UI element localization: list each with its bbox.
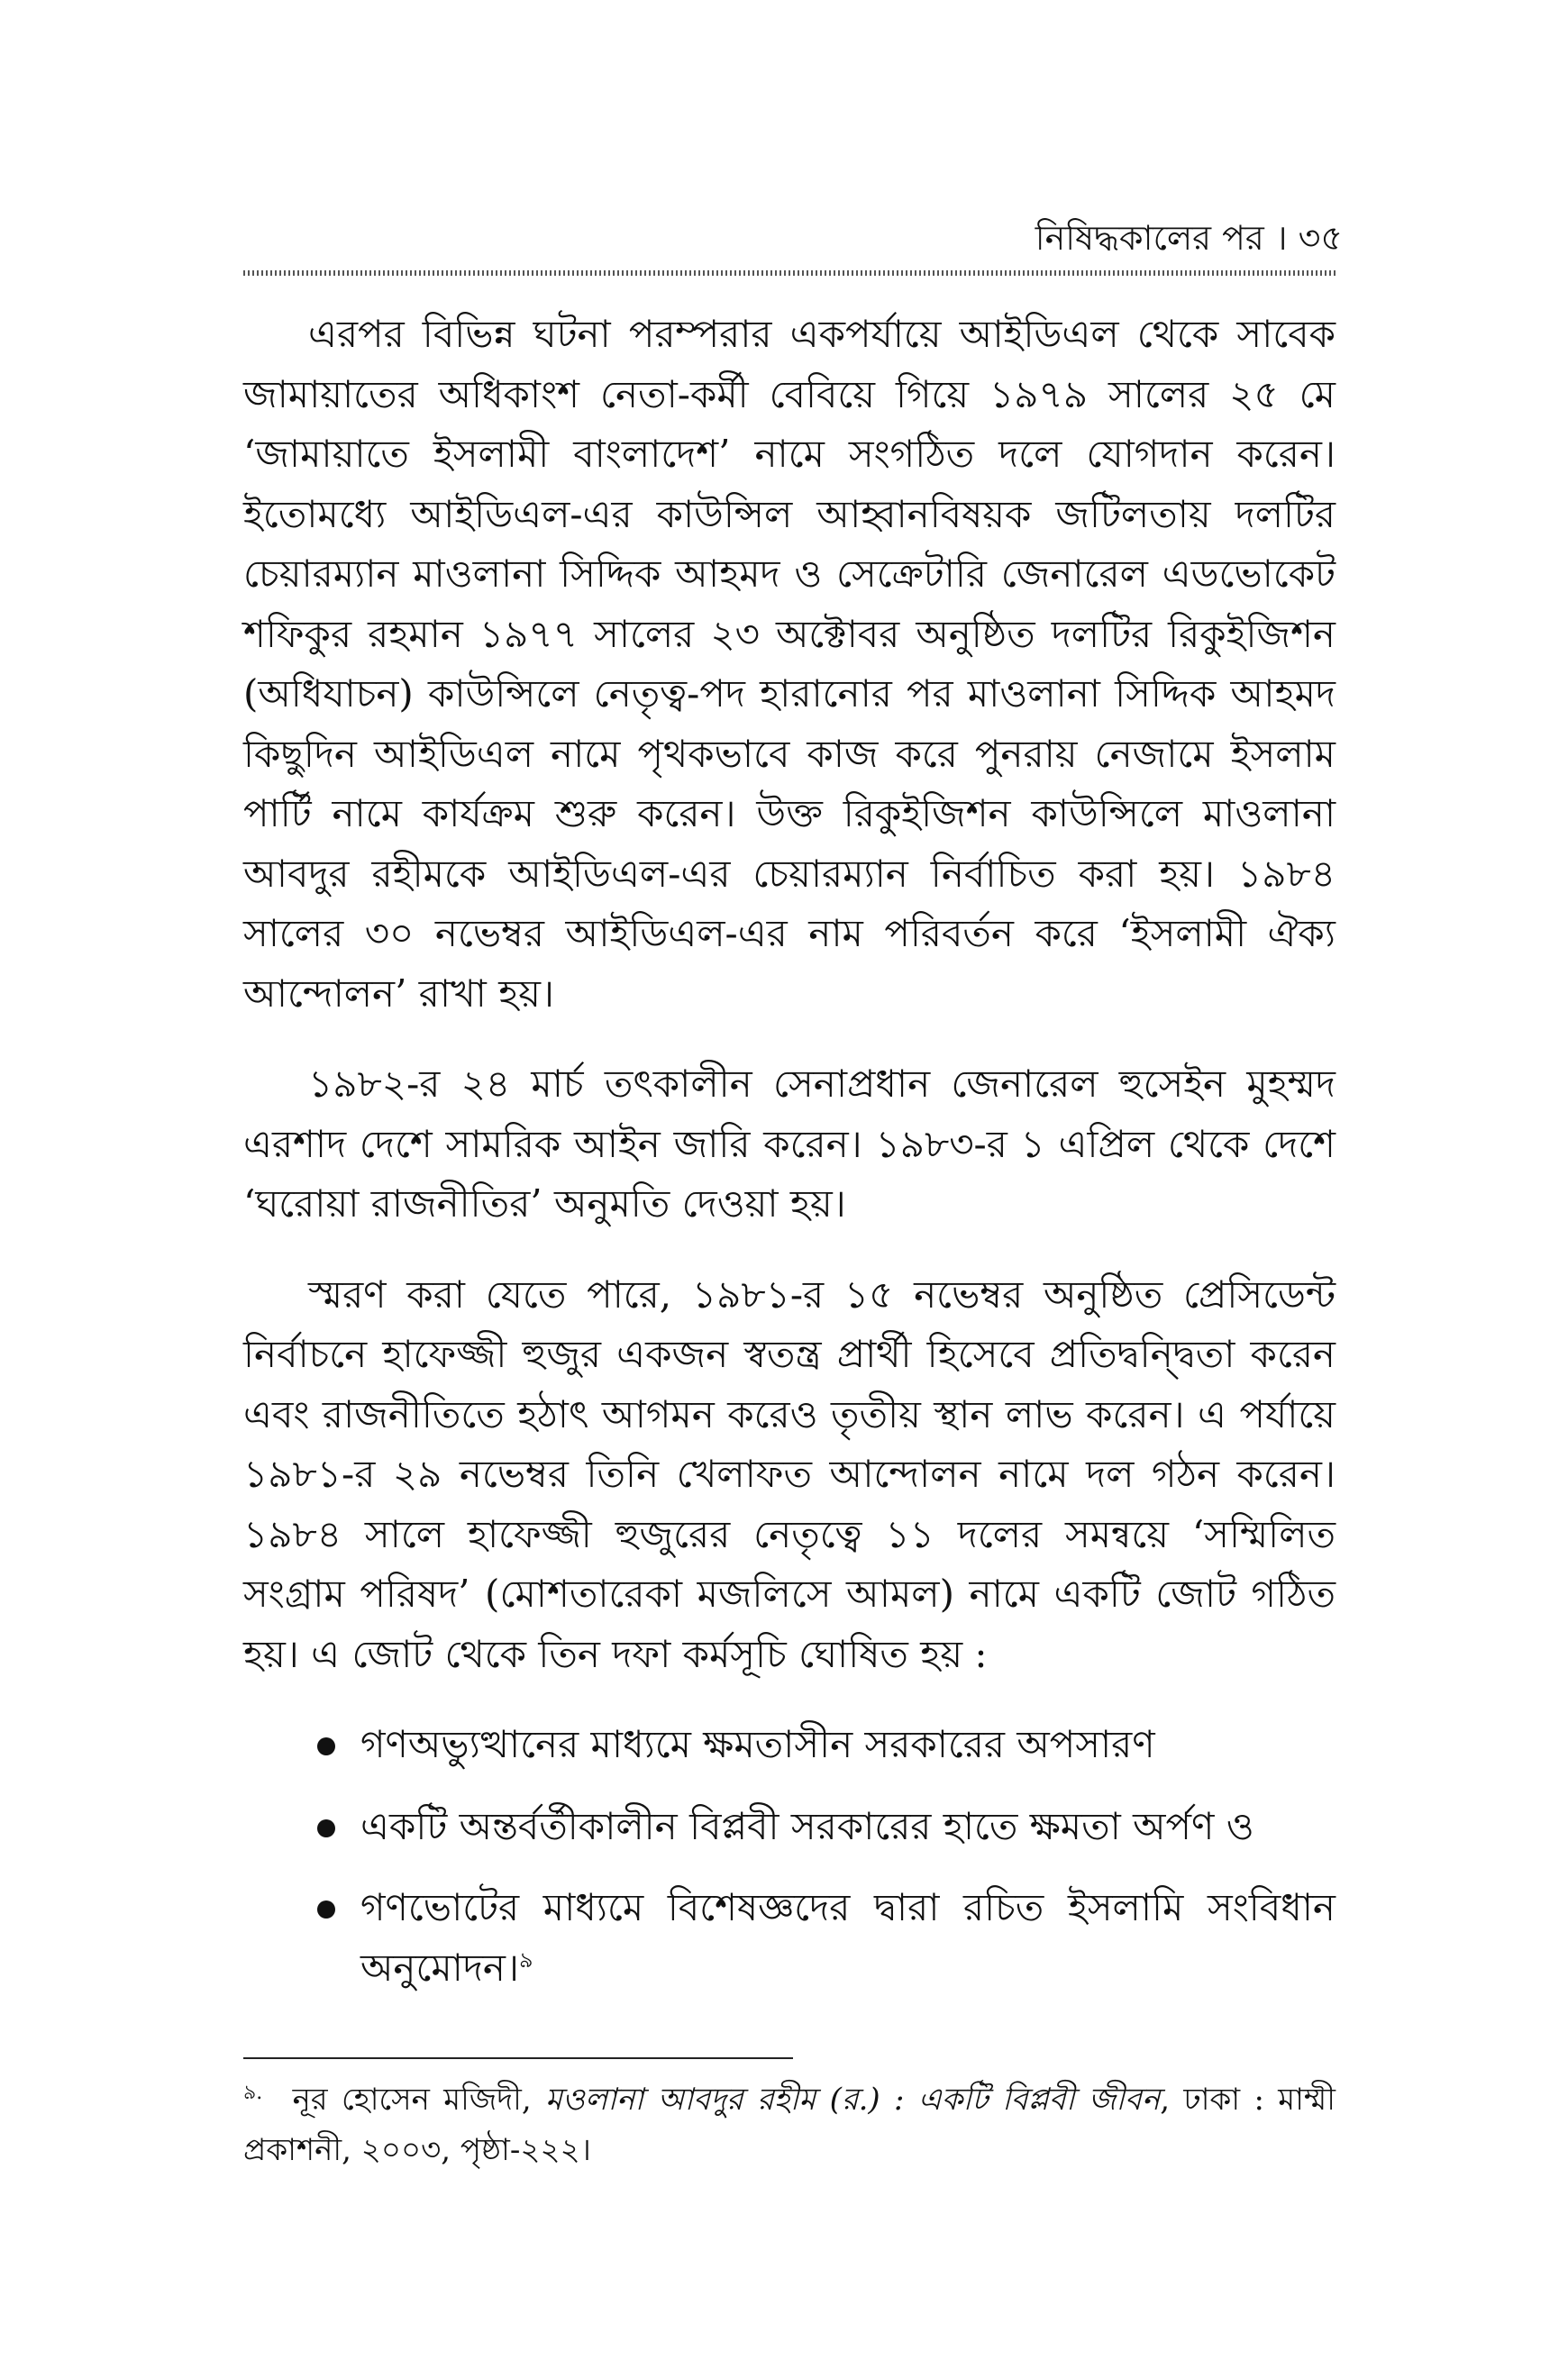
footnote-book-title: মওলানা আবদুর রহীম (র.) : একটি বিপ্লবী জীবন bbox=[545, 2082, 1161, 2118]
bullet-icon bbox=[317, 1737, 335, 1755]
footnote-marker: ৯. bbox=[243, 2081, 263, 2104]
footnote-rule bbox=[243, 2057, 793, 2059]
footnote-author: নূর হোসেন মজিদী, bbox=[292, 2082, 532, 2118]
running-head-separator: । bbox=[1274, 218, 1288, 258]
body-text bbox=[243, 305, 1336, 2019]
list-item bbox=[243, 1878, 1336, 1998]
running-head-title: নিষিদ্ধকালের পর bbox=[1035, 218, 1264, 258]
footnote-publication: , ঢাকা : মাম্মী প্রকাশনী, ২০০৩, পৃষ্ঠা-২২২। bbox=[243, 2082, 1336, 2168]
bullet-icon bbox=[317, 1819, 335, 1837]
page-number: ৩৫ bbox=[1298, 218, 1343, 258]
footnote bbox=[243, 2074, 1336, 2175]
list-item-text: গণঅভ্যুত্থানের মাধ্যমে ক্ষমতাসীন সরকারের অপসারণ bbox=[360, 1722, 1155, 1766]
list-item-text: গণভোটের মাধ্যমে বিশেষজ্ঞদের দ্বারা রচিত ইসলামি সংবিধান অনুমোদন। bbox=[360, 1885, 1336, 1990]
paragraph-1: এরপর বিভিন্ন ঘটনা পরম্পরার একপর্যায়ে আইডিএল থেকে সাবেক জামায়াতের অধিকাংশ নেতা-কর্মী বেবিয়ে গিয়ে ১৯৭৯ সালের ২৫ মে ‘জামায়াতে ইসলামী বাংলাদেশ’ নামে সংগঠিত দলে যোগদান করেন। ইতোমধ্যে আইডিএল-এর কাউন্সিল আহ্বানবিষয়ক জটিলতায় দলটির চেয়ারম্যান মাওলানা সিদ্দিক আহমদ ও সেক্রেটারি জেনারেল এডভোকেট শফিকুর রহমান ১৯৭৭ সালের ২৩ অক্টোবর অনুষ্ঠিত দলটির রিকুইজিশন (অধিযাচন) কাউন্সিলে নেতৃত্ব-পদ হারানোর পর মাওলানা সিদ্দিক আহমদ কিছুদিন আইডিএল নামে পৃথকভাবে কাজ করে পুনরায় নেজামে ইসলাম পার্টি নামে কার্যক্রম শুরু করেন। উক্ত রিকুইজিশন কাউন্সিলে মাওলানা আবদুর রহীমকে আইডিএল-এর চেয়ারম্যান নির্বাচিত করা হয়। ১৯৮৪ সালের ৩০ নভেম্বর আইডিএল-এর নাম পরিবর্তন করে ‘ইসলামী ঐক্য আন্দোলন’ রাখা হয়। bbox=[243, 312, 1336, 1016]
paragraph-3: স্মরণ করা যেতে পারে, ১৯৮১-র ১৫ নভেম্বর অনুষ্ঠিত প্রেসিডেন্ট নির্বাচনে হাফেজ্জী হুজুর একজন স্বতন্ত্র প্রার্থী হিসেবে প্রতিদ্বন্দ্বিতা করেন এবং রাজনীতিতে হঠাৎ আগমন করেও তৃতীয় স্থান লাভ করেন। এ পর্যায়ে ১৯৮১-র ২৯ নভেম্বর তিনি খেলাফত আন্দোলন নামে দল গঠন করেন। ১৯৮৪ সালে হাফেজ্জী হুজুরের নেতৃত্বে ১১ দলের সমন্বয়ে ‘সম্মিলিত সংগ্রাম পরিষদ’ (মোশতারেকা মজলিসে আমল) নামে একটি জোট গঠিত হয়। এ জোট থেকে তিন দফা কর্মসূচি ঘোষিত হয় : bbox=[243, 1272, 1336, 1676]
list-item-text: একটি অন্তর্বর্তীকালীন বিপ্লবী সরকারের হাতে ক্ষমতা অর্পণ ও bbox=[360, 1803, 1254, 1848]
paragraph-2: ১৯৮২-র ২৪ মার্চ তৎকালীন সেনাপ্রধান জেনারেল হুসেইন মুহম্মদ এরশাদ দেশে সামরিক আইন জারি করেন। ১৯৮৩-র ১ এপ্রিল থেকে দেশে ‘ঘরোয়া রাজনীতির’ অনুমতি দেওয়া হয়। bbox=[243, 1062, 1336, 1226]
footnote-reference[interactable]: ৯ bbox=[518, 1946, 533, 1973]
bullet-icon bbox=[317, 1900, 335, 1919]
list-item bbox=[243, 1797, 1336, 1857]
program-list bbox=[243, 1715, 1336, 1998]
list-item bbox=[243, 1715, 1336, 1775]
running-head bbox=[1035, 214, 1343, 261]
header-dotted-rule bbox=[243, 270, 1336, 276]
